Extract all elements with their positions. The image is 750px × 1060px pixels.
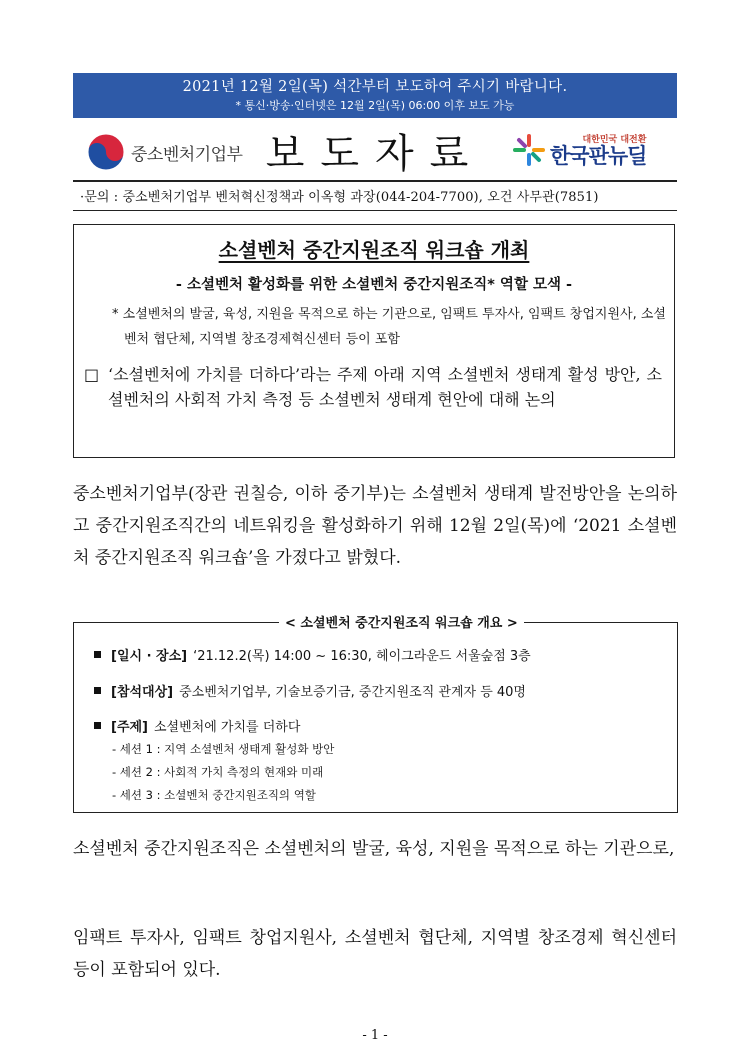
contact-line: ·문의 : 중소벤처기업부 벤처혁신정책과 이옥형 과장(044-204-7700), 오건 사무관(7851): [80, 190, 599, 205]
embargo-line2: * 통신·방송·인터넷은 12월 2일(목) 06:00 이후 보도 가능: [235, 99, 515, 112]
korean-new-deal-logo: [512, 132, 646, 167]
overview-item: [94, 716, 300, 735]
bullet-icon: [94, 651, 101, 658]
workshop-overview-box: [73, 616, 678, 813]
kndeal-name: 한국판뉴딜: [550, 144, 647, 168]
session-item: - 세션 2 : 사회적 가치 측정의 현재와 미래: [112, 765, 324, 779]
summary-point: [84, 362, 662, 412]
overview-item-label: [주제]: [111, 720, 148, 735]
checkbox-marker: □: [84, 365, 100, 384]
overview-item: [94, 681, 526, 700]
overview-item: [94, 645, 531, 664]
page-number: - 1 -: [362, 1028, 388, 1043]
headline: 소셜벤처 중간지원조직 워크숍 개최: [218, 238, 530, 262]
body-paragraph-1: 중소벤처기업부(장관 권칠승, 이하 중기부)는 소셜벤처 생태계 발전방안을 논의하고 중간지원조직간의 네트워킹을 활성화하기 위해 12월 2일(목)에 ‘2021 소셜벤처 중간지원조직 워크숍’을 가졌다고 밝혔다.: [73, 484, 677, 568]
bullet-icon: [94, 687, 101, 694]
taegeuk-icon: [86, 132, 126, 172]
subheadline: - 소셜벤처 활성화를 위한 소셜벤처 중간지원조직* 역할 모색 -: [175, 277, 573, 293]
summary-point-text: ‘소셜벤처에 가치를 더하다’라는 주제 아래 지역 소셜벤처 생태계 활성 방안, 소셜벤처의 사회적 가치 측정 등 소셜벤처 생태계 현안에 대해 논의: [108, 365, 662, 409]
press-release-title: 보도자료: [265, 131, 485, 177]
overview-title: < 소셜벤처 중간지원조직 워크숍 개요 >: [279, 612, 524, 631]
overview-item-text: 소셜벤처에 가치를 더하다: [154, 720, 301, 735]
embargo-banner: [73, 73, 677, 118]
body-paragraph-2: 소셜벤처 중간지원조직은 소셜벤처의 발굴, 육성, 지원을 목적으로 하는 기관으로,: [73, 839, 675, 859]
header-divider: [73, 180, 677, 182]
embargo-line1: 2021년 12월 2일(목) 석간부터 보도하여 주시기 바랍니다.: [182, 79, 568, 95]
overview-item-label: [일시 · 장소]: [111, 649, 188, 664]
summary-box: [73, 224, 675, 458]
ministry-name: 중소벤처기업부: [131, 144, 243, 165]
overview-item-label: [참석대상]: [111, 685, 174, 700]
ministry-logo: [86, 130, 242, 174]
overview-item-text: 중소벤처기업부, 기술보증기금, 중간지원조직 관계자 등 40명: [179, 685, 526, 700]
bullet-icon: [94, 722, 101, 729]
new-deal-star-icon: [512, 133, 546, 167]
footnote: * 소셜벤처의 발굴, 육성, 지원을 목적으로 하는 기관으로, 임팩트 투자사, 임팩트 창업지원사, 소셜벤처 협단체, 지역별 창조경제혁신센터 등이 포함: [112, 307, 666, 347]
session-item: - 세션 3 : 소셜벤처 중간지원조직의 역할: [112, 788, 316, 802]
kndeal-tagline: 대한민국 대전환: [582, 135, 647, 145]
contact-divider: [73, 210, 677, 211]
overview-item-text: ‘21.12.2(목) 14:00 ~ 16:30, 헤이그라운드 서울숲점 3층: [193, 649, 531, 664]
body-paragraph-3: 임팩트 투자사, 임팩트 창업지원사, 소셜벤처 협단체, 지역별 창조경제 혁신센터 등이 포함되어 있다.: [73, 928, 677, 980]
session-item: - 세션 1 : 지역 소셜벤처 생태계 활성화 방안: [112, 742, 335, 756]
